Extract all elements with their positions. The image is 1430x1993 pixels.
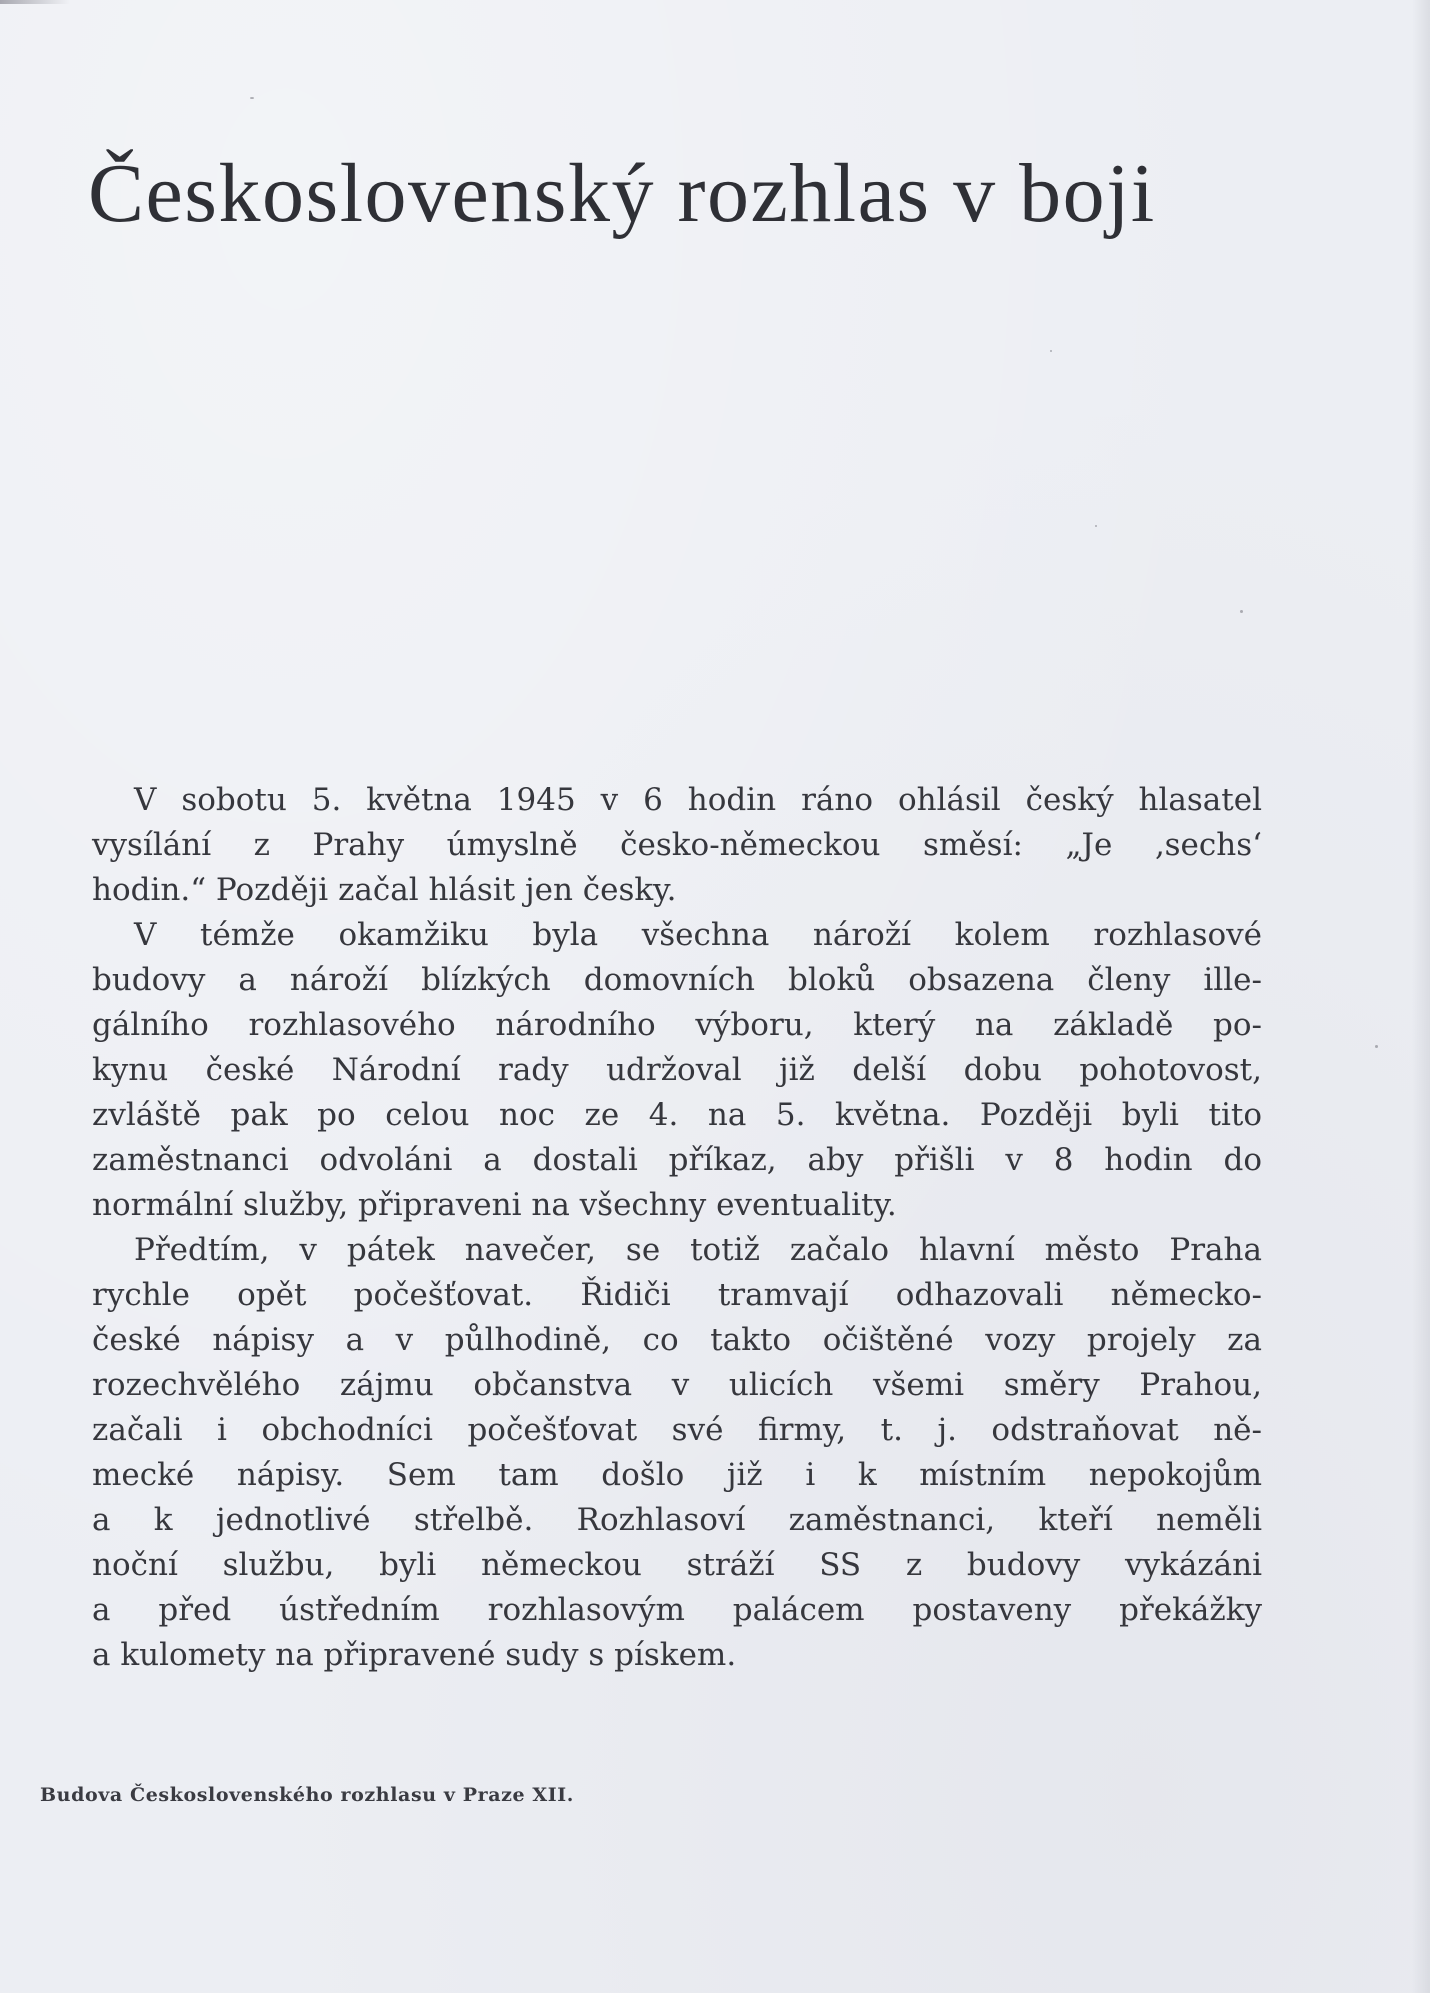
text-line: a před ústředním rozhlasovým palácem postaveny překážky <box>92 1592 1262 1628</box>
text-line: vysílání z Prahy úmyslně česko-německou směsí: „Je ‚sechs‘ <box>92 827 1262 863</box>
paper-speck <box>1375 1045 1378 1048</box>
paper-speck <box>1050 350 1052 352</box>
text-line: zvláště pak po celou noc ze 4. na 5. května. Později byli tito <box>92 1097 1262 1133</box>
text-line: začali i obchodníci počešťovat své firmy, t. j. odstraňovat ně- <box>92 1412 1262 1448</box>
paper-edge-shadow <box>1412 0 1430 1993</box>
paper-speck <box>250 97 254 99</box>
paper-speck <box>1095 525 1097 527</box>
text-line: noční službu, byli německou stráží SS z budovy vykázáni <box>92 1547 1262 1583</box>
article-body <box>92 778 1262 1678</box>
text-line: kynu české Národní rady udržoval již delší dobu pohotovost, <box>92 1052 1262 1088</box>
text-line: gálního rozhlasového národního výboru, který na základě po- <box>92 1007 1262 1043</box>
text-line: normální služby, připraveni na všechny eventuality. <box>92 1187 897 1223</box>
paper-speck <box>1240 610 1243 613</box>
figure-caption: Budova Československého rozhlasu v Praze XII. <box>40 1784 574 1806</box>
text-line: a k jednotlivé střelbě. Rozhlasoví zaměstnanci, kteří neměli <box>92 1502 1262 1538</box>
text-line: mecké nápisy. Sem tam došlo již i k místním nepokojům <box>92 1457 1262 1493</box>
text-line: zaměstnanci odvoláni a dostali příkaz, aby přišli v 8 hodin do <box>92 1142 1262 1178</box>
page-title: Československý rozhlas v boji <box>88 147 1156 240</box>
text-line: V sobotu 5. května 1945 v 6 hodin ráno ohlásil český hlasatel <box>134 782 1262 818</box>
text-line: Předtím, v pátek navečer, se totiž začalo hlavní město Praha <box>134 1232 1262 1268</box>
paper-stain <box>0 0 70 4</box>
text-line: V témže okamžiku byla všechna nároží kolem rozhlasové <box>134 917 1262 953</box>
text-line: budovy a nároží blízkých domovních bloků obsazena členy ille- <box>92 962 1262 998</box>
paragraph-2 <box>92 913 1262 1228</box>
paragraph-3 <box>92 1228 1262 1678</box>
text-line: a kulomety na připravené sudy s pískem. <box>92 1637 737 1673</box>
paragraph-1 <box>92 778 1262 913</box>
text-line: hodin.“ Později začal hlásit jen česky. <box>92 872 677 908</box>
text-line: české nápisy a v půlhodině, co takto očištěné vozy projely za <box>92 1322 1262 1358</box>
text-line: rychle opět počešťovat. Řidiči tramvají odhazovali německo- <box>92 1277 1262 1313</box>
text-line: rozechvělého zájmu občanstva v ulicích všemi směry Prahou, <box>92 1367 1262 1403</box>
